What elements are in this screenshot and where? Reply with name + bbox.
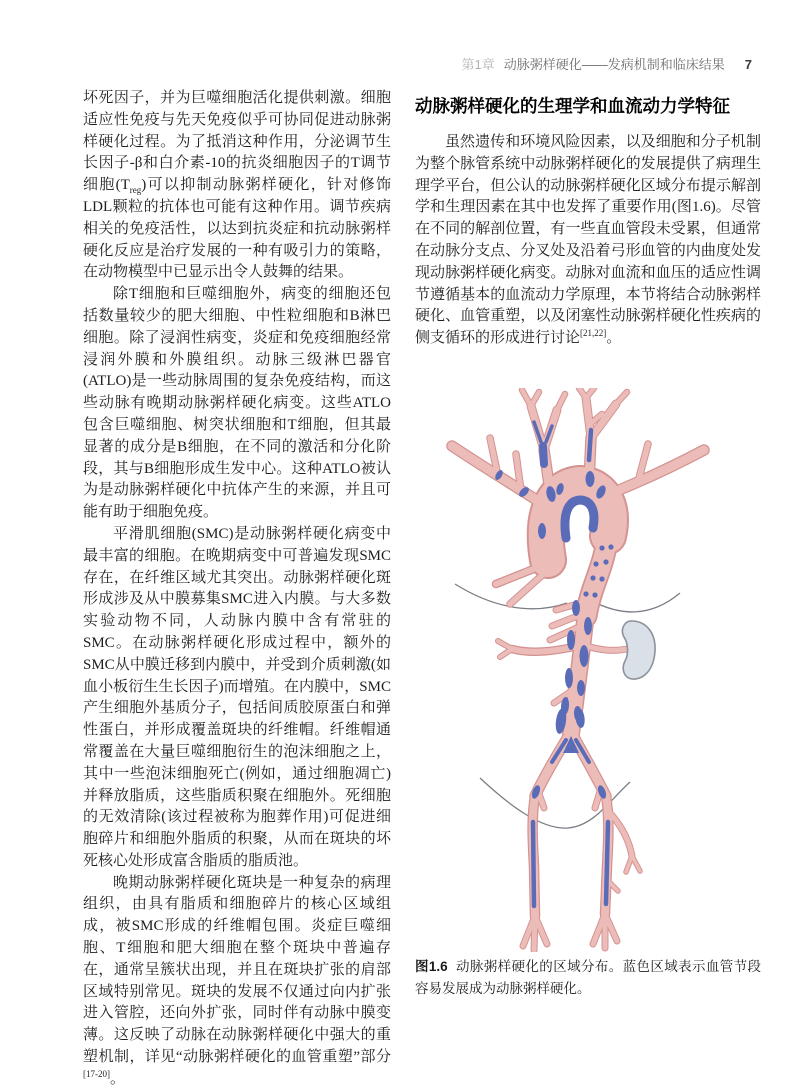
paragraph-atlo: 除T细胞和巨噬细胞外，病变的细胞还包括数量较少的肥大细胞、中性粒细胞和B淋巴细胞。除了浸润性病变，炎症和免疫细胞经常浸润外膜和外膜组织。动脉三级淋巴器官(ATLO)是一些动脉周围的复杂免疫结构，而这些动脉有晚期动脉粥样硬化病变。这些ATLO包含巨噬细胞、树突状细胞和T细胞，但其最显著的成分是B细胞，在不同的激活和分化阶段，其与B细胞形成生发中心。这种ATLO被认为是动脉粥样硬化中抗体产生的来源，并且可能有助于细胞免疫。: [83, 286, 391, 521]
figure-caption-text: 动脉粥样硬化的区域分布。蓝色区域表示血管节段容易发展成为动脉粥样硬化。: [415, 959, 761, 996]
vessel-fills: [452, 388, 704, 950]
paragraph-smc: 平滑肌细胞(SMC)是动脉粥样硬化病变中最丰富的细胞。在晚期病变中可普遍发现SMC存在，在纤维区域尤其突出。动脉粥样硬化斑形成涉及从中膜募集SMC进入内膜。与大多数实验动物不同，人动脉内膜中含有常驻的SMC。在动脉粥样硬化形成过程中，额外的SMC从中膜迁移到内膜中，并受到介质刺激(如血小板衍生生长因子)而增殖。在内膜中，SMC产生细胞外基质分子，包括间质胶原蛋白和弹性蛋白，并形成覆盖斑块的纤维帽。纤维帽通常覆盖在大量巨噬细胞衍生的泡沫细胞之上，其中一些泡沫细胞死亡(例如，通过细胞凋亡)并释放脂质，这些脂质积聚在细胞外。死细胞的无效清除(该过程被称为胞葬作用)可促进细胞碎片和细胞外脂质的积聚，从而在斑块的坏死核心处形成富含脂质的脂质池。: [83, 525, 391, 869]
reference-superscript: [17-20]: [83, 1068, 110, 1079]
paragraph-text: 坏死因子，并为巨噬细胞活化提供刺激。细胞适应性免疫与先天免疫似乎可协同促进动脉粥样硬化过程。为了抵消这种作用，分泌调节生长因子-β和白介素-10的抗炎细胞因子的T调节细胞(T: [83, 90, 391, 194]
running-header: [462, 57, 752, 73]
paragraph-late-plaque: [83, 873, 391, 1091]
treg-subscript: reg: [129, 185, 142, 196]
paragraph-text: 虽然遗传和环境风险因素，以及细胞和分子机制为整个脉管系统中动脉粥样硬化的发展提供了病理生理学平台，但公认的动脉粥样硬化区域分布提示解剖学和生理因素在其中也发挥了重要作用(图1.6)。尽管在不同的解剖位置，有一些直血管段未受累，但通常在动脉分支点、分叉处及沿着弓形血管的内曲度处发现动脉粥样硬化病变。动脉对血流和血压的适应性调节遵循基本的血流动力学原理，本节将结合动脉粥样硬化、血管重塑，以及闭塞性动脉粥样硬化性疾病的侧支循环的形成进行讨论: [415, 134, 761, 347]
paragraph-hemodynamics: [415, 132, 761, 350]
aorta-atherosclerosis-illustration: [430, 388, 720, 952]
figure-1-6: [430, 388, 720, 952]
chapter-number: 第1章: [461, 57, 495, 72]
right-text-column: [415, 88, 761, 350]
left-text-column: [83, 88, 391, 1091]
paragraph-immunity: [83, 88, 391, 284]
paragraph-text: 。: [110, 1070, 126, 1087]
paragraph-text: )可以抑制动脉粥样硬化，针对修饰LDL颗粒的抗体也可能有这种作用。调节疾病相关的免疫活性，以达到抗炎症和抗动脉粥样硬化反应是治疗发展的一种有吸引力的策略，在动物模型中已显示出令人鼓舞的结果。: [83, 177, 391, 281]
paragraph-text: 。: [606, 330, 622, 347]
paragraph-text: 晚期动脉粥样硬化斑块是一种复杂的病理组织，由具有脂质和细胞碎片的核心区域组成，被SMC形成的纤维帽包围。炎症巨噬细胞、T细胞和肥大细胞在整个斑块中普遍存在，通常呈簇状出现，并且在斑块扩张的肩部区域特别常见。斑块的发展不仅通过向内扩张进入管腔，还向外扩张，同时伴有动脉中膜变薄。这反映了动脉在动脉粥样硬化中强大的重塑机制，详见“动脉粥样硬化的血管重塑”部分: [83, 874, 391, 1066]
kidney: [622, 621, 655, 679]
figure-caption: [415, 956, 761, 1000]
reference-superscript: [21,22]: [580, 328, 607, 339]
section-heading: 动脉粥样硬化的生理学和血流动力学特征: [415, 96, 730, 116]
chapter-title: 动脉粥样硬化——发病机制和临床结果: [503, 57, 725, 72]
page-number: 7: [744, 57, 752, 72]
figure-caption-label: 图1.6: [415, 959, 448, 974]
